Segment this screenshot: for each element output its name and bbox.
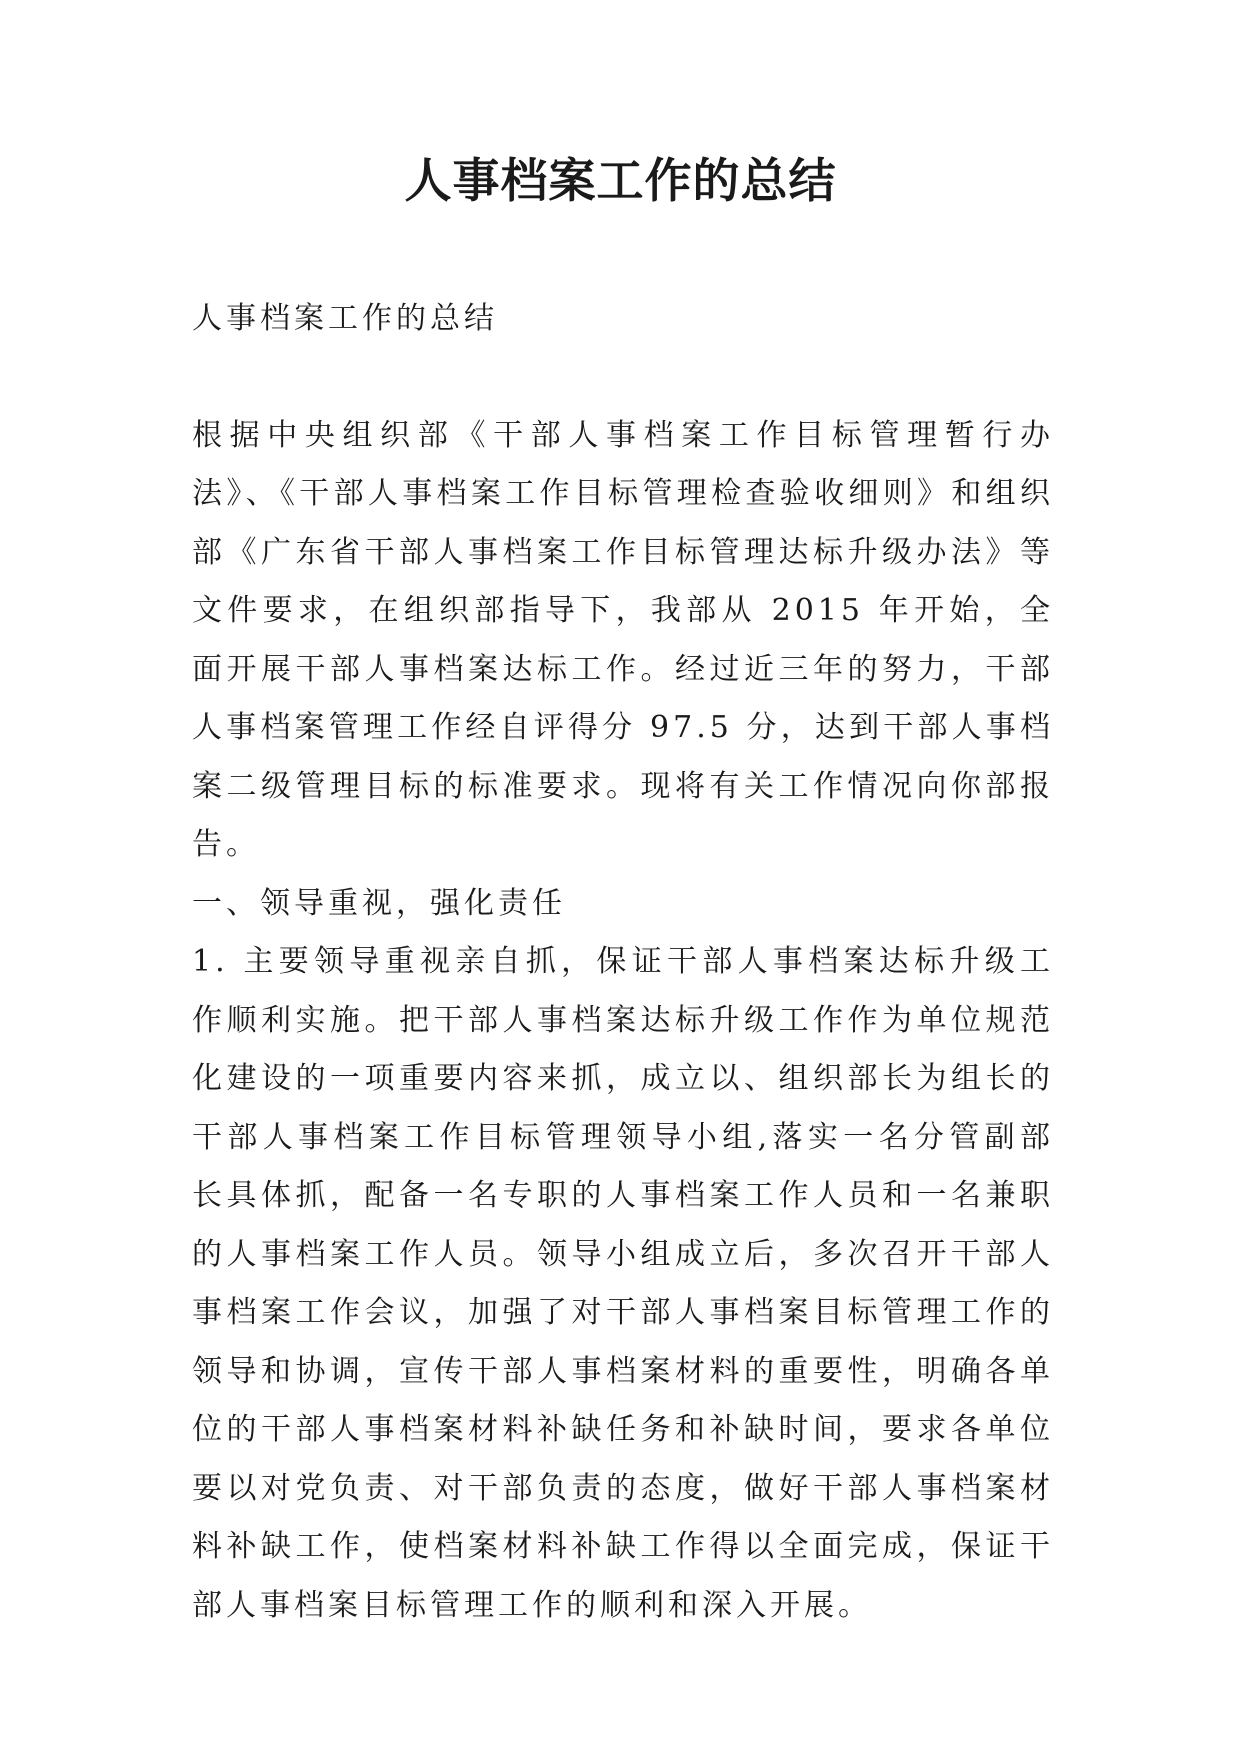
document-subtitle: 人事档案工作的总结 bbox=[192, 301, 498, 336]
paragraph-spacer bbox=[192, 349, 1054, 407]
document-title: 人事档案工作的总结 bbox=[404, 154, 837, 209]
section-heading: 一、领导重视，强化责任 bbox=[192, 885, 566, 921]
paragraph-intro: 根据中央组织部《干部人事档案工作目标管理暂行办法》、《干部人事档案工作目标管理检查验收细则》和组织部《广东省干部人事档案工作目标管理达标升级办法》等文件要求，在组织部指导下，我部从 2015 年开始，全面开展干部人事档案达标工作。经过近三年的努力，干部人事档案管理工作经自评得分 97.5 分，达到干部人事档案二级管理目标的标准要求。现将有关工作情况向你部报告。 bbox=[192, 417, 1054, 862]
paragraph-point-1: 1. 主要领导重视亲自抓，保证干部人事档案达标升级工作顺利实施。把干部人事档案达标升级工作作为单位规范化建设的一项重要内容来抓，成立以、组织部长为组长的干部人事档案工作目标管理领导小组,落实一名分管副部长具体抓，配备一名专职的人事档案工作人员和一名兼职的人事档案工作人员。领导小组成立后，多次召开干部人事档案工作会议，加强了对干部人事档案目标管理工作的领导和协调，宣传干部人事档案材料的重要性，明确各单位的干部人事档案材料补缺任务和补缺时间，要求各单位要以对党负责、对干部负责的态度，做好干部人事档案材料补缺工作，使档案材料补缺工作得以全面完成，保证干部人事档案目标管理工作的顺利和深入开展。 bbox=[192, 944, 1054, 1623]
document-body bbox=[192, 290, 1054, 1635]
